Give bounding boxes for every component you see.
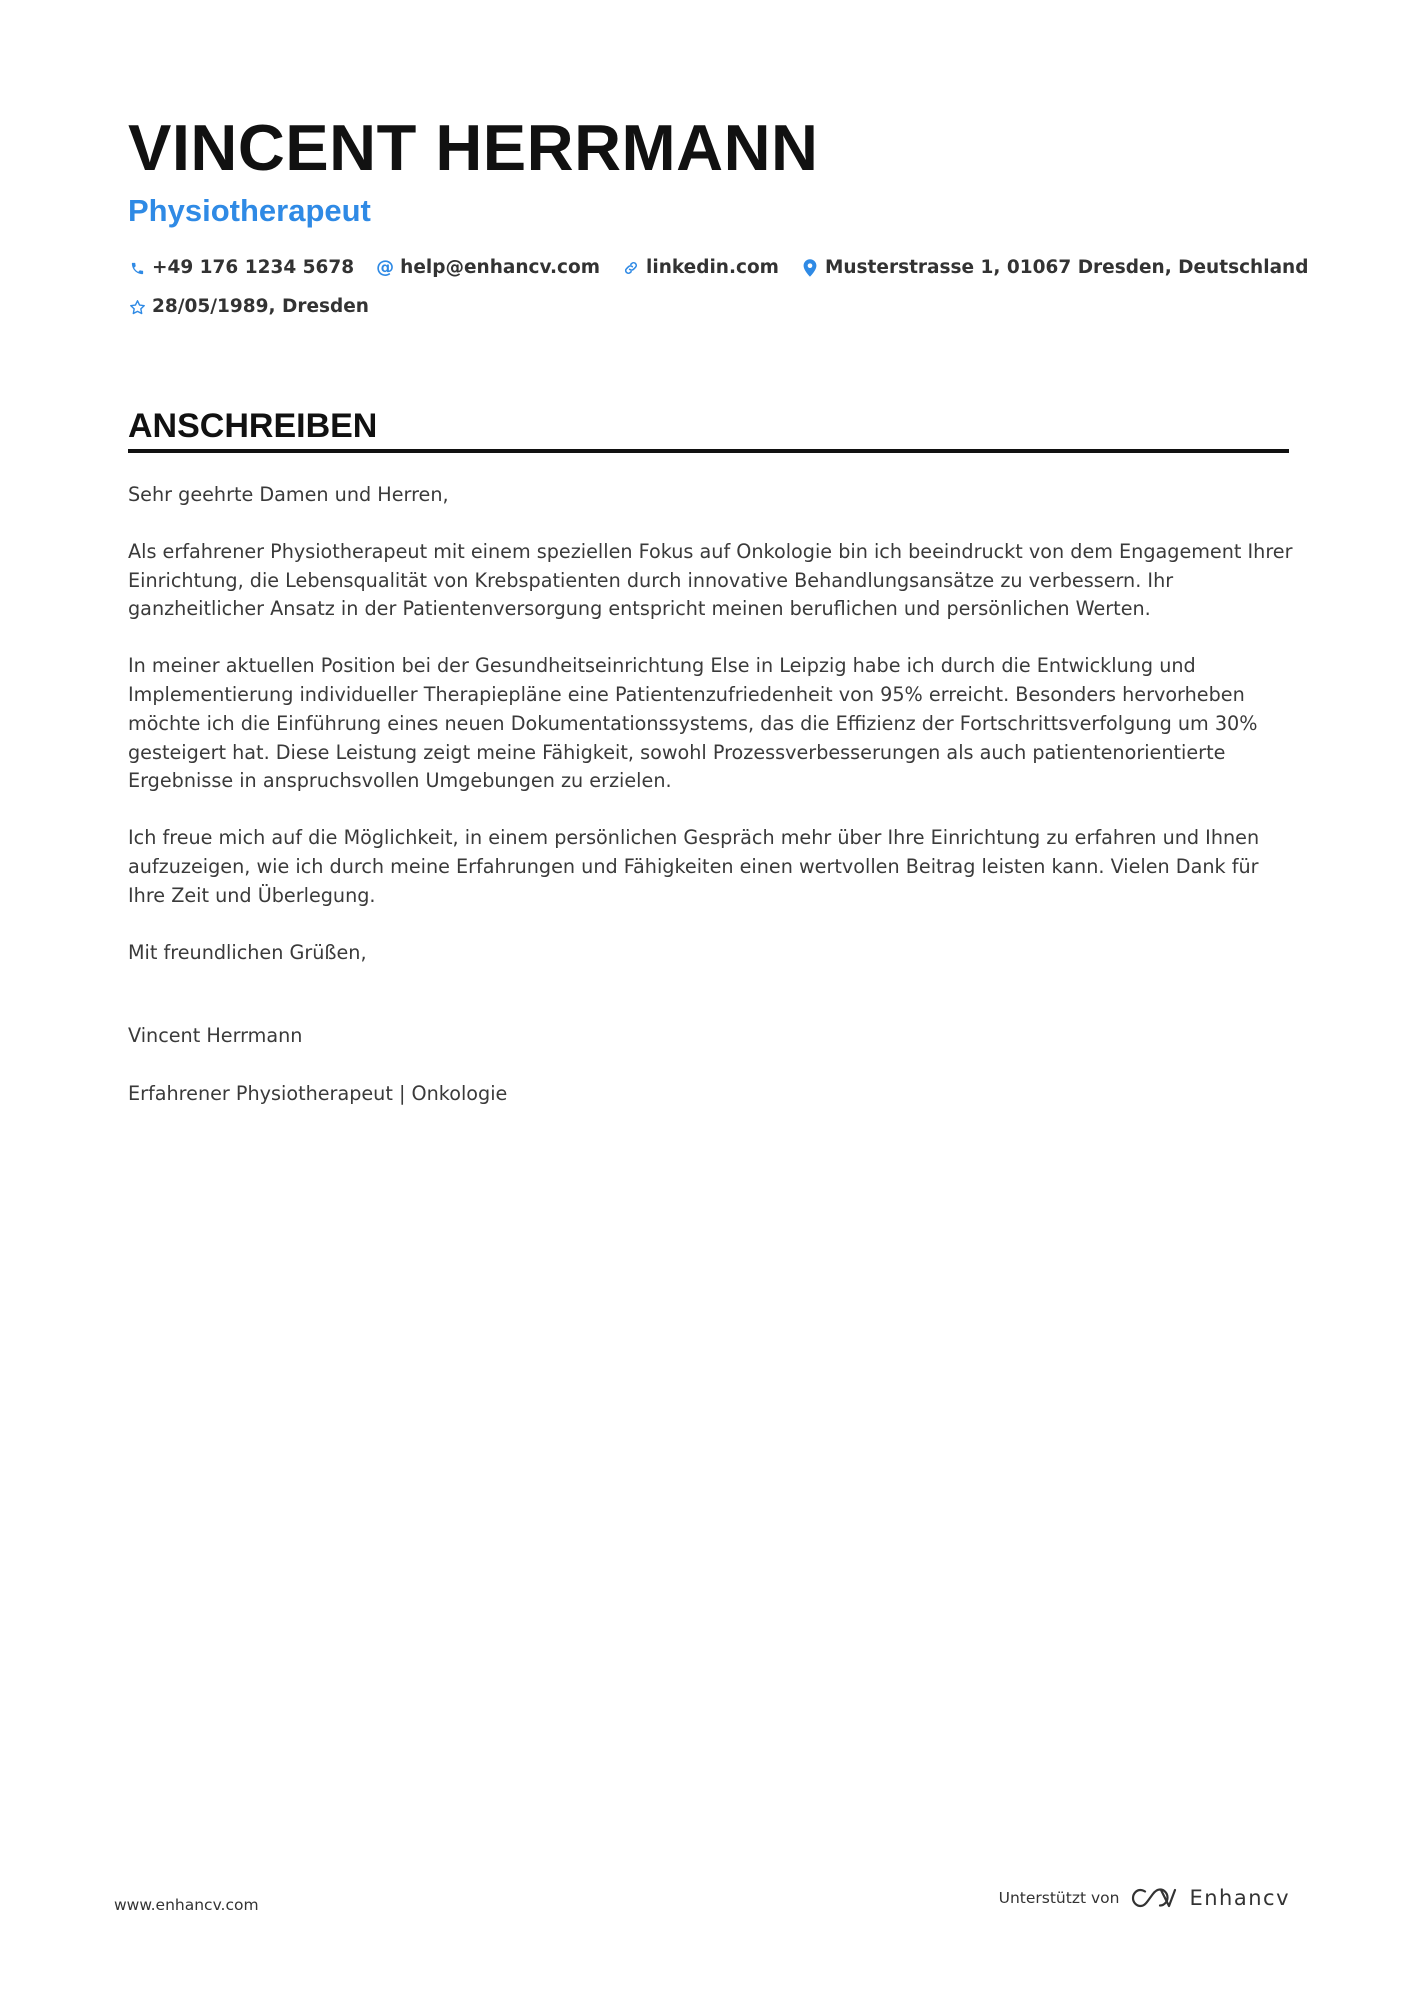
brand-name: Enhancv (1189, 1886, 1290, 1910)
contact-birth (128, 292, 369, 322)
email-text[interactable]: help@enhancv.com (400, 257, 601, 278)
phone-icon (128, 259, 146, 277)
contact-address (801, 253, 1309, 283)
letter-closing: Mit freundlichen Grüßen, (128, 940, 367, 964)
letter-paragraph: Als erfahrener Physiotherapeut mit einem speziellen Fokus auf Onkologie bin ich beeindruckt von dem Engagement Ihrer Einrichtung, die Lebensqualität von Krebspatienten durch innovative Behandlungsansätze zu verbessern. Ihr ganzheitlicher Ansatz in der Patientenversorgung entspricht meinen beruflichen und persönlichen Werten. (128, 539, 1293, 621)
section-divider (128, 449, 1289, 453)
powered-by-text: Unterstützt von (998, 1889, 1120, 1907)
job-title: Physiotherapeut (128, 193, 371, 228)
location-pin-icon (801, 259, 819, 277)
contact-phone (128, 253, 354, 283)
star-icon (128, 298, 146, 316)
contact-row-2 (128, 292, 391, 322)
signature-title: Erfahrener Physiotherapeut | Onkologie (128, 1082, 508, 1106)
at-icon: @ (376, 257, 395, 278)
letter-paragraph: Ich freue mich auf die Möglichkeit, in einem persönlichen Gespräch mehr über Ihre Einrichtung zu erfahren und Ihnen aufzuzeigen, wie ich durch meine Erfahrungen und Fähigkeiten einen wertvollen Beitrag leisten kann. Vielen Dank für Ihre Zeit und Überlegung. (128, 826, 1260, 907)
applicant-name: VINCENT HERRMANN (128, 111, 819, 184)
signature-name: Vincent Herrmann (128, 1024, 303, 1048)
enhancv-logo-icon (1131, 1886, 1177, 1910)
contact-email[interactable] (376, 253, 600, 283)
letter-greeting: Sehr geehrte Damen und Herren, (128, 483, 449, 506)
footer-website[interactable]: www.enhancv.com (114, 1896, 259, 1914)
address-text: Musterstrasse 1, 01067 Dresden, Deutschland (824, 257, 1309, 278)
letter-body (128, 481, 1298, 1137)
section-title: ANSCHREIBEN (128, 407, 378, 445)
letter-paragraph: In meiner aktuellen Position bei der Gesundheitseinrichtung Else in Leipzig habe ich durch die Entwicklung und Implementierung individueller Therapiepläne eine Patientenzufriedenheit von 95% erreicht. Besonders hervorheben möchte ich die Einführung eines neuen Dokumentationssystems, das die Effizienz der Fortschrittsverfolgung um 30% gesteigert hat. Diese Leistung zeigt meine Fähigkeit, sowohl Prozessverbesserungen als auch patientenorientierte Ergebnisse in anspruchsvollen Umgebungen zu erzielen. (128, 654, 1258, 793)
contact-linkedin[interactable] (622, 253, 779, 283)
phone-text: +49 176 1234 5678 (152, 257, 355, 278)
footer-branding (999, 1886, 1290, 1910)
linkedin-text[interactable]: linkedin.com (646, 257, 779, 278)
contact-row (128, 253, 1330, 283)
birth-text: 28/05/1989, Dresden (152, 296, 369, 317)
link-icon (622, 259, 640, 277)
